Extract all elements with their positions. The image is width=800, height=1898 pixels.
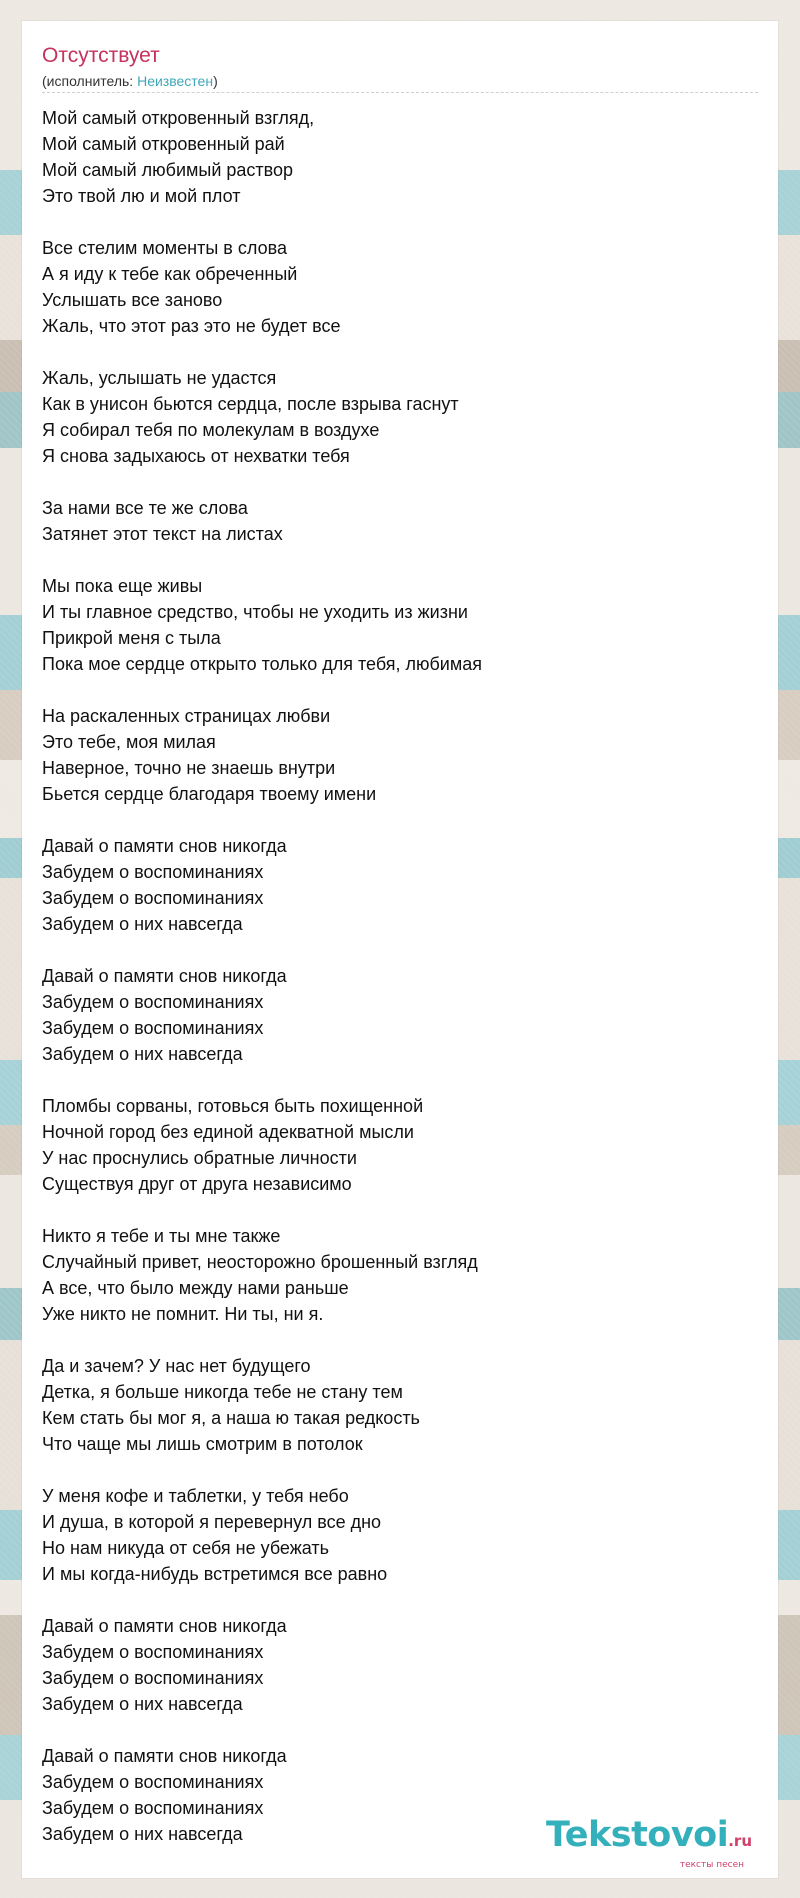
lyric-line: Давай о памяти снов никогда: [42, 836, 287, 856]
lyric-line: Затянет этот текст на листах: [42, 524, 283, 544]
artist-link[interactable]: Неизвестен: [137, 73, 214, 89]
logo-tagline: тексты песен: [679, 1860, 744, 1870]
lyric-stanza: [42, 495, 758, 547]
lyric-line: Что чаще мы лишь смотрим в потолок: [42, 1434, 363, 1454]
lyric-line: Мы пока еще живы: [42, 576, 203, 596]
site-logo[interactable]: [542, 1816, 752, 1870]
lyric-line: Жаль, что этот раз это не будет все: [42, 316, 341, 336]
lyric-line: А я иду к тебе как обреченный: [42, 264, 298, 284]
lyric-line: Все стелим моменты в слова: [42, 238, 287, 258]
lyric-line: Уже никто не помнит. Ни ты, ни я.: [42, 1304, 324, 1324]
lyric-stanza: [42, 105, 758, 209]
lyric-stanza: [42, 963, 758, 1067]
lyric-line: Ночной город без единой адекватной мысли: [42, 1122, 414, 1142]
lyric-line: Но нам никуда от себя не убежать: [42, 1538, 330, 1558]
lyric-line: Как в унисон бьются сердца, после взрыва гаснут: [42, 394, 459, 414]
song-title: Отсутствует: [42, 44, 160, 67]
lyric-line: Забудем о них навсегда: [42, 1044, 243, 1064]
lyric-line: И ты главное средство, чтобы не уходить из жизни: [42, 602, 468, 622]
lyric-line: За нами все те же слова: [42, 498, 248, 518]
lyric-stanza: [42, 365, 758, 469]
lyric-line: Кем стать бы мог я, а наша ю такая редкость: [42, 1408, 420, 1428]
lyric-line: Забудем о воспоминаниях: [42, 888, 264, 908]
lyric-line: У нас проснулись обратные личности: [42, 1148, 357, 1168]
lyric-line: И мы когда-нибудь встретимся все равно: [42, 1564, 388, 1584]
lyric-line: Забудем о них навсегда: [42, 1694, 243, 1714]
lyric-line: Пломбы сорваны, готовься быть похищенной: [42, 1096, 424, 1116]
lyric-line: Забудем о них навсегда: [42, 914, 243, 934]
lyric-line: Услышать все заново: [42, 290, 223, 310]
logo-name: Tekstovoi: [546, 1815, 729, 1855]
lyric-line: Жаль, услышать не удастся: [42, 368, 277, 388]
lyric-stanza: [42, 1483, 758, 1587]
lyrics-body: [42, 105, 758, 1873]
lyric-stanza: [42, 1613, 758, 1717]
title-divider: [42, 92, 758, 93]
lyric-line: Прикрой меня с тыла: [42, 628, 221, 648]
lyric-line: Забудем о воспоминаниях: [42, 1018, 264, 1038]
lyric-line: Мой самый откровенный взгляд,: [42, 108, 315, 128]
lyric-line: Давай о памяти снов никогда: [42, 1746, 287, 1766]
lyric-stanza: [42, 833, 758, 937]
lyric-line: Это твой лю и мой плот: [42, 186, 241, 206]
artist-line: [42, 72, 218, 90]
lyric-line: На раскаленных страницах любви: [42, 706, 331, 726]
lyric-line: Давай о памяти снов никогда: [42, 966, 287, 986]
lyric-line: Это тебе, моя милая: [42, 732, 216, 752]
lyric-line: Забудем о воспоминаниях: [42, 992, 264, 1012]
lyric-line: Забудем о них навсегда: [42, 1824, 243, 1844]
lyric-line: Наверное, точно не знаешь внутри: [42, 758, 336, 778]
lyric-line: Забудем о воспоминаниях: [42, 1772, 264, 1792]
lyric-stanza: [42, 235, 758, 339]
lyric-line: Мой самый любимый раствор: [42, 160, 294, 180]
lyric-line: Забудем о воспоминаниях: [42, 1642, 264, 1662]
lyric-line: У меня кофе и таблетки, у тебя небо: [42, 1486, 349, 1506]
lyrics-card: [22, 21, 778, 1878]
lyric-stanza: [42, 1093, 758, 1197]
lyric-line: Бьется сердце благодаря твоему имени: [42, 784, 377, 804]
lyric-line: Да и зачем? У нас нет будущего: [42, 1356, 311, 1376]
lyric-stanza: [42, 703, 758, 807]
lyric-line: Существуя друг от друга независимо: [42, 1174, 352, 1194]
lyric-line: Детка, я больше никогда тебе не стану тем: [42, 1382, 403, 1402]
artist-suffix: ): [213, 73, 218, 89]
lyric-stanza: [42, 1223, 758, 1327]
artist-prefix: (исполнитель:: [42, 73, 138, 89]
logo-tld: .ru: [728, 1832, 752, 1850]
lyric-line: Случайный привет, неосторожно брошенный взгляд: [42, 1252, 478, 1272]
lyric-line: Забудем о воспоминаниях: [42, 862, 264, 882]
lyric-line: Я собирал тебя по молекулам в воздухе: [42, 420, 380, 440]
lyric-line: Никто я тебе и ты мне также: [42, 1226, 281, 1246]
lyric-stanza: [42, 1353, 758, 1457]
lyric-line: Пока мое сердце открыто только для тебя, любимая: [42, 654, 482, 674]
lyric-line: Давай о памяти снов никогда: [42, 1616, 287, 1636]
logo-wordmark: [542, 1816, 752, 1860]
lyric-line: Мой самый откровенный рай: [42, 134, 285, 154]
lyric-line: Забудем о воспоминаниях: [42, 1798, 264, 1818]
lyric-line: Я снова задыхаюсь от нехватки тебя: [42, 446, 350, 466]
lyric-line: А все, что было между нами раньше: [42, 1278, 349, 1298]
lyric-line: И душа, в которой я перевернул все дно: [42, 1512, 382, 1532]
lyric-stanza: [42, 573, 758, 677]
lyric-line: Забудем о воспоминаниях: [42, 1668, 264, 1688]
